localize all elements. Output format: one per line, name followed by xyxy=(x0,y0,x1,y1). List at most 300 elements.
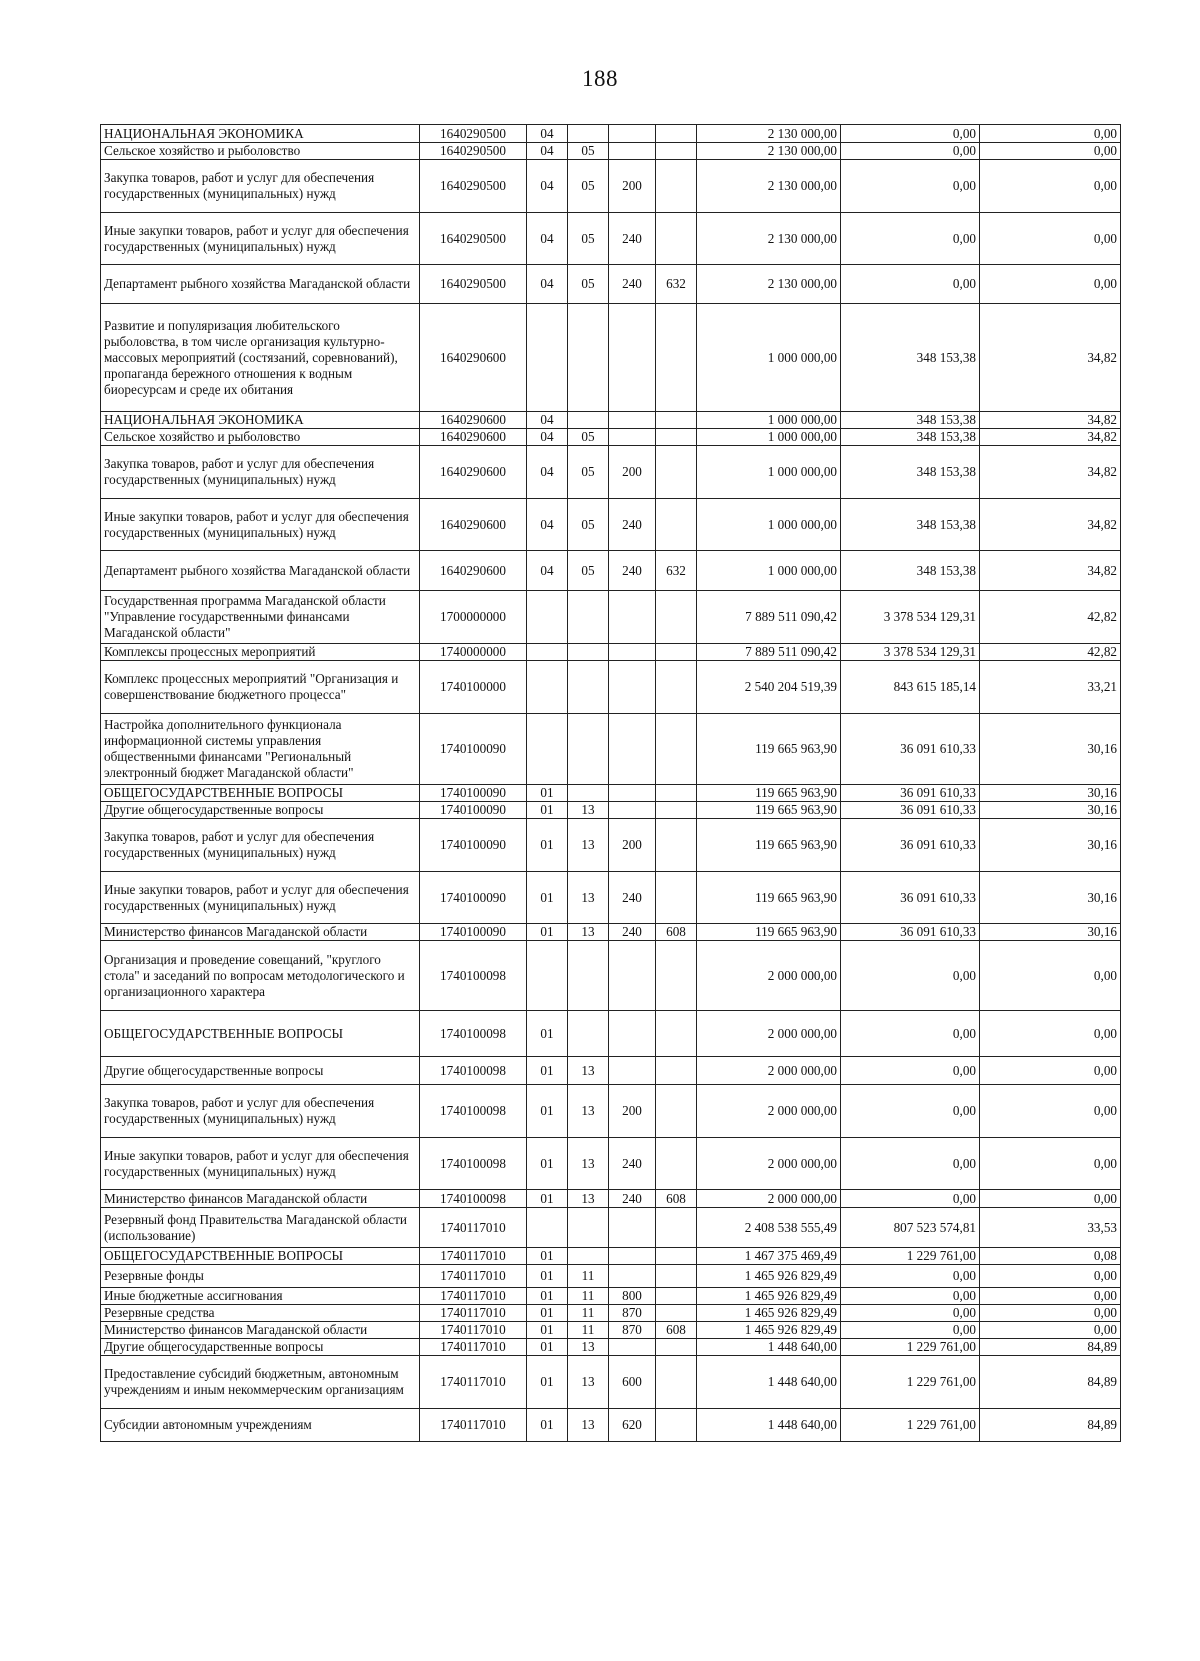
section-code xyxy=(527,1208,568,1248)
target-code: 1740117010 xyxy=(420,1248,527,1265)
subsection-code xyxy=(568,661,609,714)
actual-amount: 348 153,38 xyxy=(841,551,980,591)
target-code: 1640290600 xyxy=(420,304,527,412)
actual-amount: 0,00 xyxy=(841,1322,980,1339)
table-row xyxy=(101,802,1121,819)
subsection-code: 05 xyxy=(568,446,609,499)
execution-percent: 0,00 xyxy=(980,1011,1121,1057)
section-code: 01 xyxy=(527,819,568,872)
table-row xyxy=(101,1011,1121,1057)
expense-type xyxy=(609,802,656,819)
item-name: Другие общегосударственные вопросы xyxy=(101,802,420,819)
execution-percent: 0,00 xyxy=(980,1322,1121,1339)
ministry-code xyxy=(656,872,697,924)
ministry-code xyxy=(656,1288,697,1305)
expense-type xyxy=(609,1248,656,1265)
ministry-code xyxy=(656,125,697,143)
section-code: 04 xyxy=(527,446,568,499)
target-code: 1740000000 xyxy=(420,644,527,661)
table-row xyxy=(101,1409,1121,1442)
table-row xyxy=(101,551,1121,591)
target-code: 1740117010 xyxy=(420,1305,527,1322)
ministry-code xyxy=(656,1057,697,1085)
plan-amount: 119 665 963,90 xyxy=(697,785,841,802)
section-code: 01 xyxy=(527,1322,568,1339)
item-name: Комплекс процессных мероприятий "Организация и совершенствование бюджетного процесса" xyxy=(101,661,420,714)
section-code: 04 xyxy=(527,125,568,143)
subsection-code: 05 xyxy=(568,143,609,160)
table-row xyxy=(101,125,1121,143)
subsection-code xyxy=(568,591,609,644)
ministry-code: 608 xyxy=(656,1190,697,1208)
plan-amount: 1 448 640,00 xyxy=(697,1409,841,1442)
expense-type xyxy=(609,644,656,661)
actual-amount: 3 378 534 129,31 xyxy=(841,591,980,644)
table-row xyxy=(101,1085,1121,1138)
execution-percent: 30,16 xyxy=(980,714,1121,785)
table-row xyxy=(101,412,1121,429)
table-row xyxy=(101,143,1121,160)
execution-percent: 34,82 xyxy=(980,304,1121,412)
plan-amount: 2 000 000,00 xyxy=(697,1190,841,1208)
target-code: 1740100098 xyxy=(420,1011,527,1057)
plan-amount: 1 465 926 829,49 xyxy=(697,1265,841,1288)
subsection-code xyxy=(568,304,609,412)
execution-percent: 30,16 xyxy=(980,819,1121,872)
ministry-code xyxy=(656,1265,697,1288)
item-name: ОБЩЕГОСУДАРСТВЕННЫЕ ВОПРОСЫ xyxy=(101,1011,420,1057)
subsection-code: 13 xyxy=(568,819,609,872)
section-code: 04 xyxy=(527,412,568,429)
plan-amount: 2 130 000,00 xyxy=(697,125,841,143)
target-code: 1740100098 xyxy=(420,1085,527,1138)
actual-amount: 0,00 xyxy=(841,265,980,304)
ministry-code xyxy=(656,819,697,872)
target-code: 1740100000 xyxy=(420,661,527,714)
expense-type: 870 xyxy=(609,1305,656,1322)
expense-type xyxy=(609,1208,656,1248)
actual-amount: 0,00 xyxy=(841,213,980,265)
item-name: Резервные фонды xyxy=(101,1265,420,1288)
subsection-code: 13 xyxy=(568,1339,609,1356)
budget-table xyxy=(100,124,1121,1442)
target-code: 1740100090 xyxy=(420,924,527,941)
table-row xyxy=(101,1057,1121,1085)
subsection-code: 05 xyxy=(568,551,609,591)
table-row xyxy=(101,661,1121,714)
section-code xyxy=(527,304,568,412)
item-name: Настройка дополнительного функционала информационной системы управления общественными финансами "Региональный электронный бюджет Магаданской области" xyxy=(101,714,420,785)
plan-amount: 1 465 926 829,49 xyxy=(697,1288,841,1305)
item-name: Министерство финансов Магаданской области xyxy=(101,1190,420,1208)
expense-type xyxy=(609,1265,656,1288)
execution-percent: 34,82 xyxy=(980,499,1121,551)
actual-amount: 0,00 xyxy=(841,125,980,143)
plan-amount: 2 000 000,00 xyxy=(697,1138,841,1190)
table-row xyxy=(101,1248,1121,1265)
subsection-code: 13 xyxy=(568,872,609,924)
target-code: 1740117010 xyxy=(420,1322,527,1339)
table-row xyxy=(101,213,1121,265)
item-name: Государственная программа Магаданской области "Управление государственными финансами Магаданской области" xyxy=(101,591,420,644)
actual-amount: 1 229 761,00 xyxy=(841,1356,980,1409)
execution-percent: 42,82 xyxy=(980,591,1121,644)
item-name: Иные бюджетные ассигнования xyxy=(101,1288,420,1305)
expense-type xyxy=(609,1057,656,1085)
actual-amount: 0,00 xyxy=(841,1305,980,1322)
item-name: Министерство финансов Магаданской области xyxy=(101,924,420,941)
target-code: 1740100090 xyxy=(420,872,527,924)
actual-amount: 348 153,38 xyxy=(841,429,980,446)
subsection-code xyxy=(568,1208,609,1248)
ministry-code xyxy=(656,1085,697,1138)
subsection-code: 13 xyxy=(568,1138,609,1190)
subsection-code: 05 xyxy=(568,213,609,265)
ministry-code xyxy=(656,644,697,661)
execution-percent: 0,08 xyxy=(980,1248,1121,1265)
table-row xyxy=(101,941,1121,1011)
ministry-code xyxy=(656,429,697,446)
table-row xyxy=(101,1356,1121,1409)
item-name: НАЦИОНАЛЬНАЯ ЭКОНОМИКА xyxy=(101,125,420,143)
subsection-code xyxy=(568,1248,609,1265)
actual-amount: 0,00 xyxy=(841,1057,980,1085)
target-code: 1740100090 xyxy=(420,785,527,802)
actual-amount: 0,00 xyxy=(841,1190,980,1208)
expense-type: 240 xyxy=(609,551,656,591)
section-code: 01 xyxy=(527,1057,568,1085)
table-row xyxy=(101,446,1121,499)
table-row xyxy=(101,785,1121,802)
item-name: Комплексы процессных мероприятий xyxy=(101,644,420,661)
subsection-code: 13 xyxy=(568,1409,609,1442)
target-code: 1740100090 xyxy=(420,819,527,872)
plan-amount: 2 130 000,00 xyxy=(697,160,841,213)
table-row xyxy=(101,1322,1121,1339)
actual-amount: 3 378 534 129,31 xyxy=(841,644,980,661)
plan-amount: 1 000 000,00 xyxy=(697,412,841,429)
execution-percent: 34,82 xyxy=(980,446,1121,499)
item-name: Развитие и популяризация любительского рыболовства, в том числе организация культурно-массовых мероприятий (состязаний, соревнований), пропаганда бережного отношения к водным биоресурсам и среде их обитания xyxy=(101,304,420,412)
item-name: Резервный фонд Правительства Магаданской области (использование) xyxy=(101,1208,420,1248)
subsection-code: 05 xyxy=(568,429,609,446)
target-code: 1740117010 xyxy=(420,1208,527,1248)
item-name: Закупка товаров, работ и услуг для обеспечения государственных (муниципальных) нужд xyxy=(101,160,420,213)
execution-percent: 0,00 xyxy=(980,143,1121,160)
subsection-code xyxy=(568,125,609,143)
ministry-code: 632 xyxy=(656,265,697,304)
table-row xyxy=(101,872,1121,924)
item-name: Иные закупки товаров, работ и услуг для обеспечения государственных (муниципальных) нужд xyxy=(101,499,420,551)
subsection-code xyxy=(568,644,609,661)
table-row xyxy=(101,265,1121,304)
plan-amount: 1 000 000,00 xyxy=(697,304,841,412)
actual-amount: 348 153,38 xyxy=(841,304,980,412)
execution-percent: 34,82 xyxy=(980,429,1121,446)
target-code: 1740100090 xyxy=(420,714,527,785)
execution-percent: 0,00 xyxy=(980,160,1121,213)
table-row xyxy=(101,1288,1121,1305)
item-name: Организация и проведение совещаний, "круглого стола" и заседаний по вопросам методологического и организационного характера xyxy=(101,941,420,1011)
target-code: 1640290500 xyxy=(420,213,527,265)
target-code: 1640290600 xyxy=(420,551,527,591)
ministry-code: 608 xyxy=(656,924,697,941)
expense-type xyxy=(609,412,656,429)
target-code: 1740100098 xyxy=(420,1057,527,1085)
section-code: 04 xyxy=(527,143,568,160)
subsection-code xyxy=(568,941,609,1011)
item-name: Сельское хозяйство и рыболовство xyxy=(101,429,420,446)
section-code: 01 xyxy=(527,1339,568,1356)
plan-amount: 1 448 640,00 xyxy=(697,1339,841,1356)
item-name: Иные закупки товаров, работ и услуг для обеспечения государственных (муниципальных) нужд xyxy=(101,213,420,265)
actual-amount: 843 615 185,14 xyxy=(841,661,980,714)
actual-amount: 36 091 610,33 xyxy=(841,924,980,941)
section-code: 01 xyxy=(527,1138,568,1190)
target-code: 1640290600 xyxy=(420,429,527,446)
item-name: НАЦИОНАЛЬНАЯ ЭКОНОМИКА xyxy=(101,412,420,429)
section-code: 01 xyxy=(527,1356,568,1409)
ministry-code xyxy=(656,160,697,213)
ministry-code xyxy=(656,1356,697,1409)
section-code: 04 xyxy=(527,160,568,213)
target-code: 1700000000 xyxy=(420,591,527,644)
target-code: 1740117010 xyxy=(420,1409,527,1442)
section-code: 01 xyxy=(527,1190,568,1208)
actual-amount: 36 091 610,33 xyxy=(841,802,980,819)
ministry-code xyxy=(656,1339,697,1356)
item-name: Другие общегосударственные вопросы xyxy=(101,1057,420,1085)
subsection-code: 13 xyxy=(568,1085,609,1138)
ministry-code xyxy=(656,1409,697,1442)
actual-amount: 0,00 xyxy=(841,160,980,213)
plan-amount: 2 000 000,00 xyxy=(697,1085,841,1138)
plan-amount: 2 130 000,00 xyxy=(697,143,841,160)
plan-amount: 1 000 000,00 xyxy=(697,446,841,499)
plan-amount: 7 889 511 090,42 xyxy=(697,644,841,661)
execution-percent: 30,16 xyxy=(980,924,1121,941)
expense-type: 240 xyxy=(609,213,656,265)
item-name: Закупка товаров, работ и услуг для обеспечения государственных (муниципальных) нужд xyxy=(101,819,420,872)
section-code xyxy=(527,644,568,661)
plan-amount: 2 408 538 555,49 xyxy=(697,1208,841,1248)
ministry-code xyxy=(656,1248,697,1265)
execution-percent: 0,00 xyxy=(980,941,1121,1011)
expense-type: 600 xyxy=(609,1356,656,1409)
plan-amount: 2 130 000,00 xyxy=(697,265,841,304)
expense-type: 240 xyxy=(609,499,656,551)
section-code xyxy=(527,661,568,714)
expense-type: 240 xyxy=(609,265,656,304)
subsection-code: 13 xyxy=(568,1356,609,1409)
section-code: 01 xyxy=(527,924,568,941)
ministry-code xyxy=(656,661,697,714)
section-code: 01 xyxy=(527,1409,568,1442)
plan-amount: 119 665 963,90 xyxy=(697,714,841,785)
execution-percent: 0,00 xyxy=(980,1057,1121,1085)
ministry-code xyxy=(656,446,697,499)
item-name: ОБЩЕГОСУДАРСТВЕННЫЕ ВОПРОСЫ xyxy=(101,785,420,802)
execution-percent: 84,89 xyxy=(980,1409,1121,1442)
item-name: Департамент рыбного хозяйства Магаданской области xyxy=(101,551,420,591)
plan-amount: 2 000 000,00 xyxy=(697,941,841,1011)
expense-type xyxy=(609,714,656,785)
plan-amount: 119 665 963,90 xyxy=(697,819,841,872)
target-code: 1740117010 xyxy=(420,1288,527,1305)
target-code: 1740117010 xyxy=(420,1339,527,1356)
plan-amount: 1 000 000,00 xyxy=(697,429,841,446)
table-row xyxy=(101,714,1121,785)
execution-percent: 84,89 xyxy=(980,1339,1121,1356)
execution-percent: 0,00 xyxy=(980,1085,1121,1138)
plan-amount: 2 000 000,00 xyxy=(697,1011,841,1057)
target-code: 1640290600 xyxy=(420,499,527,551)
expense-type: 240 xyxy=(609,924,656,941)
ministry-code xyxy=(656,1011,697,1057)
expense-type xyxy=(609,125,656,143)
expense-type: 240 xyxy=(609,872,656,924)
expense-type: 200 xyxy=(609,819,656,872)
target-code: 1640290500 xyxy=(420,160,527,213)
actual-amount: 1 229 761,00 xyxy=(841,1409,980,1442)
section-code xyxy=(527,591,568,644)
expense-type: 240 xyxy=(609,1138,656,1190)
subsection-code xyxy=(568,1011,609,1057)
expense-type: 870 xyxy=(609,1322,656,1339)
table-row xyxy=(101,304,1121,412)
actual-amount: 1 229 761,00 xyxy=(841,1248,980,1265)
plan-amount: 2 130 000,00 xyxy=(697,213,841,265)
subsection-code: 05 xyxy=(568,265,609,304)
actual-amount: 348 153,38 xyxy=(841,412,980,429)
item-name: Иные закупки товаров, работ и услуг для обеспечения государственных (муниципальных) нужд xyxy=(101,1138,420,1190)
actual-amount: 1 229 761,00 xyxy=(841,1339,980,1356)
ministry-code xyxy=(656,213,697,265)
table-row xyxy=(101,1265,1121,1288)
table-row xyxy=(101,591,1121,644)
execution-percent: 0,00 xyxy=(980,265,1121,304)
actual-amount: 0,00 xyxy=(841,1265,980,1288)
plan-amount: 1 000 000,00 xyxy=(697,551,841,591)
table-row xyxy=(101,499,1121,551)
actual-amount: 807 523 574,81 xyxy=(841,1208,980,1248)
plan-amount: 119 665 963,90 xyxy=(697,872,841,924)
expense-type xyxy=(609,785,656,802)
expense-type xyxy=(609,143,656,160)
ministry-code xyxy=(656,1305,697,1322)
target-code: 1740100098 xyxy=(420,1138,527,1190)
ministry-code xyxy=(656,143,697,160)
target-code: 1740100098 xyxy=(420,1190,527,1208)
table-row xyxy=(101,1208,1121,1248)
table-row xyxy=(101,819,1121,872)
actual-amount: 348 153,38 xyxy=(841,446,980,499)
execution-percent: 0,00 xyxy=(980,1265,1121,1288)
actual-amount: 0,00 xyxy=(841,1085,980,1138)
subsection-code xyxy=(568,412,609,429)
execution-percent: 33,53 xyxy=(980,1208,1121,1248)
subsection-code: 13 xyxy=(568,802,609,819)
ministry-code xyxy=(656,591,697,644)
subsection-code: 11 xyxy=(568,1288,609,1305)
section-code xyxy=(527,941,568,1011)
expense-type xyxy=(609,591,656,644)
actual-amount: 348 153,38 xyxy=(841,499,980,551)
item-name: Министерство финансов Магаданской области xyxy=(101,1322,420,1339)
plan-amount: 119 665 963,90 xyxy=(697,802,841,819)
actual-amount: 0,00 xyxy=(841,941,980,1011)
plan-amount: 1 465 926 829,49 xyxy=(697,1305,841,1322)
section-code: 01 xyxy=(527,1011,568,1057)
item-name: Иные закупки товаров, работ и услуг для обеспечения государственных (муниципальных) нужд xyxy=(101,872,420,924)
target-code: 1640290600 xyxy=(420,446,527,499)
execution-percent: 0,00 xyxy=(980,1305,1121,1322)
item-name: Другие общегосударственные вопросы xyxy=(101,1339,420,1356)
item-name: ОБЩЕГОСУДАРСТВЕННЫЕ ВОПРОСЫ xyxy=(101,1248,420,1265)
item-name: Закупка товаров, работ и услуг для обеспечения государственных (муниципальных) нужд xyxy=(101,1085,420,1138)
execution-percent: 0,00 xyxy=(980,1288,1121,1305)
expense-type: 200 xyxy=(609,1085,656,1138)
target-code: 1640290500 xyxy=(420,265,527,304)
expense-type: 800 xyxy=(609,1288,656,1305)
section-code: 01 xyxy=(527,785,568,802)
plan-amount: 1 448 640,00 xyxy=(697,1356,841,1409)
item-name: Сельское хозяйство и рыболовство xyxy=(101,143,420,160)
expense-type xyxy=(609,1339,656,1356)
ministry-code xyxy=(656,1138,697,1190)
actual-amount: 36 091 610,33 xyxy=(841,872,980,924)
target-code: 1740100090 xyxy=(420,802,527,819)
expense-type: 200 xyxy=(609,446,656,499)
plan-amount: 1 000 000,00 xyxy=(697,499,841,551)
target-code: 1640290500 xyxy=(420,143,527,160)
execution-percent: 0,00 xyxy=(980,213,1121,265)
actual-amount: 0,00 xyxy=(841,1138,980,1190)
section-code: 01 xyxy=(527,1248,568,1265)
expense-type xyxy=(609,661,656,714)
execution-percent: 30,16 xyxy=(980,872,1121,924)
table-row xyxy=(101,644,1121,661)
table-row xyxy=(101,1190,1121,1208)
subsection-code: 13 xyxy=(568,1190,609,1208)
execution-percent: 34,82 xyxy=(980,412,1121,429)
target-code: 1740117010 xyxy=(420,1265,527,1288)
execution-percent: 33,21 xyxy=(980,661,1121,714)
section-code: 01 xyxy=(527,872,568,924)
plan-amount: 1 467 375 469,49 xyxy=(697,1248,841,1265)
subsection-code: 13 xyxy=(568,924,609,941)
expense-type xyxy=(609,1011,656,1057)
subsection-code: 11 xyxy=(568,1322,609,1339)
expense-type xyxy=(609,429,656,446)
ministry-code xyxy=(656,499,697,551)
item-name: Резервные средства xyxy=(101,1305,420,1322)
section-code: 01 xyxy=(527,802,568,819)
actual-amount: 0,00 xyxy=(841,1011,980,1057)
execution-percent: 0,00 xyxy=(980,125,1121,143)
ministry-code xyxy=(656,802,697,819)
execution-percent: 34,82 xyxy=(980,551,1121,591)
expense-type xyxy=(609,304,656,412)
actual-amount: 36 091 610,33 xyxy=(841,819,980,872)
item-name: Предоставление субсидий бюджетным, автономным учреждениям и иным некоммерческим организациям xyxy=(101,1356,420,1409)
ministry-code xyxy=(656,941,697,1011)
section-code: 04 xyxy=(527,265,568,304)
section-code: 04 xyxy=(527,429,568,446)
execution-percent: 30,16 xyxy=(980,785,1121,802)
plan-amount: 2 540 204 519,39 xyxy=(697,661,841,714)
subsection-code: 05 xyxy=(568,160,609,213)
